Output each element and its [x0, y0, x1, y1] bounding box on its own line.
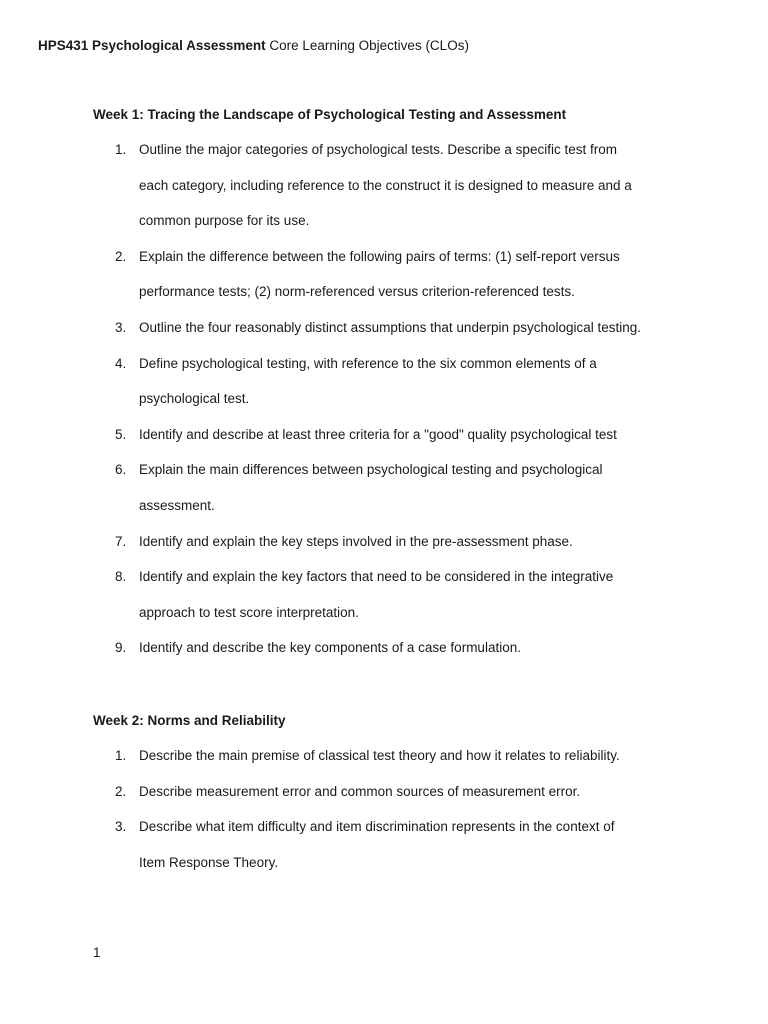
objective-text-line: approach to test score interpretation.	[139, 604, 359, 620]
objective-text-line: Item Response Theory.	[139, 854, 279, 870]
objective-number: 5.	[115, 426, 127, 442]
objective-number: 8.	[115, 569, 127, 585]
objective-number: 7.	[115, 533, 127, 549]
objective-text-line: Outline the four reasonably distinct assumptions that underpin psychological testing.	[139, 319, 642, 335]
week2-heading: Week 2: Norms and Reliability	[93, 713, 286, 728]
week1-section	[93, 106, 693, 666]
objective-text-line: assessment.	[139, 497, 215, 513]
document-subtitle: Core Learning Objectives (CLOs)	[265, 38, 469, 53]
objective-number: 3.	[115, 319, 127, 335]
week2-objectives-list	[93, 738, 693, 880]
objective-item	[93, 452, 693, 523]
objective-text-line: Identify and describe the key components of a case formulation.	[139, 640, 521, 656]
objective-number: 3.	[115, 819, 127, 835]
week2-section	[93, 712, 693, 880]
objective-number: 1.	[115, 142, 127, 157]
objective-item	[93, 774, 693, 810]
objective-text-line: each category, including reference to the construct it is designed to measure and a	[139, 177, 632, 193]
objective-item	[93, 310, 693, 346]
objective-text-line: psychological test.	[139, 391, 250, 407]
objective-number: 4.	[115, 355, 127, 371]
objective-text-line: Identify and explain the key factors that need to be considered in the integrative	[139, 569, 614, 585]
objective-number: 6.	[115, 462, 127, 478]
objective-text-line: Explain the difference between the following pairs of terms: (1) self-report versus	[139, 248, 620, 264]
objective-item	[93, 524, 693, 560]
objective-number: 1.	[115, 748, 127, 763]
page-number: 1	[93, 945, 101, 960]
objective-text-line: common purpose for its use.	[139, 213, 310, 229]
objective-item	[93, 559, 693, 630]
objective-number: 2.	[115, 248, 127, 264]
objective-item	[93, 346, 693, 417]
week1-objectives-list	[93, 132, 693, 666]
objective-text-line: Identify and describe at least three criteria for a "good" quality psychological test	[139, 426, 617, 442]
objective-item	[93, 132, 693, 239]
objective-item	[93, 738, 693, 774]
week1-heading: Week 1: Tracing the Landscape of Psychological Testing and Assessment	[93, 107, 567, 122]
objective-item	[93, 417, 693, 453]
objective-number: 2.	[115, 783, 127, 799]
objective-text-line: Describe the main premise of classical test theory and how it relates to reliability.	[139, 748, 620, 763]
objective-text-line: Define psychological testing, with reference to the six common elements of a	[139, 355, 597, 371]
objective-text-line: Describe measurement error and common sources of measurement error.	[139, 783, 581, 799]
objective-number: 9.	[115, 640, 127, 656]
objective-item	[93, 809, 693, 880]
objective-text-line: Describe what item difficulty and item discrimination represents in the context of	[139, 819, 615, 835]
document-header	[38, 38, 469, 53]
objective-text-line: performance tests; (2) norm-referenced versus criterion-referenced tests.	[139, 284, 575, 300]
objective-item	[93, 239, 693, 310]
objective-text-line: Explain the main differences between psychological testing and psychological	[139, 462, 603, 478]
objective-text-line: Outline the major categories of psychological tests. Describe a specific test from	[139, 142, 617, 157]
objective-text-line: Identify and explain the key steps involved in the pre-assessment phase.	[139, 533, 573, 549]
objective-item	[93, 630, 693, 666]
course-title: HPS431 Psychological Assessment	[38, 38, 266, 53]
